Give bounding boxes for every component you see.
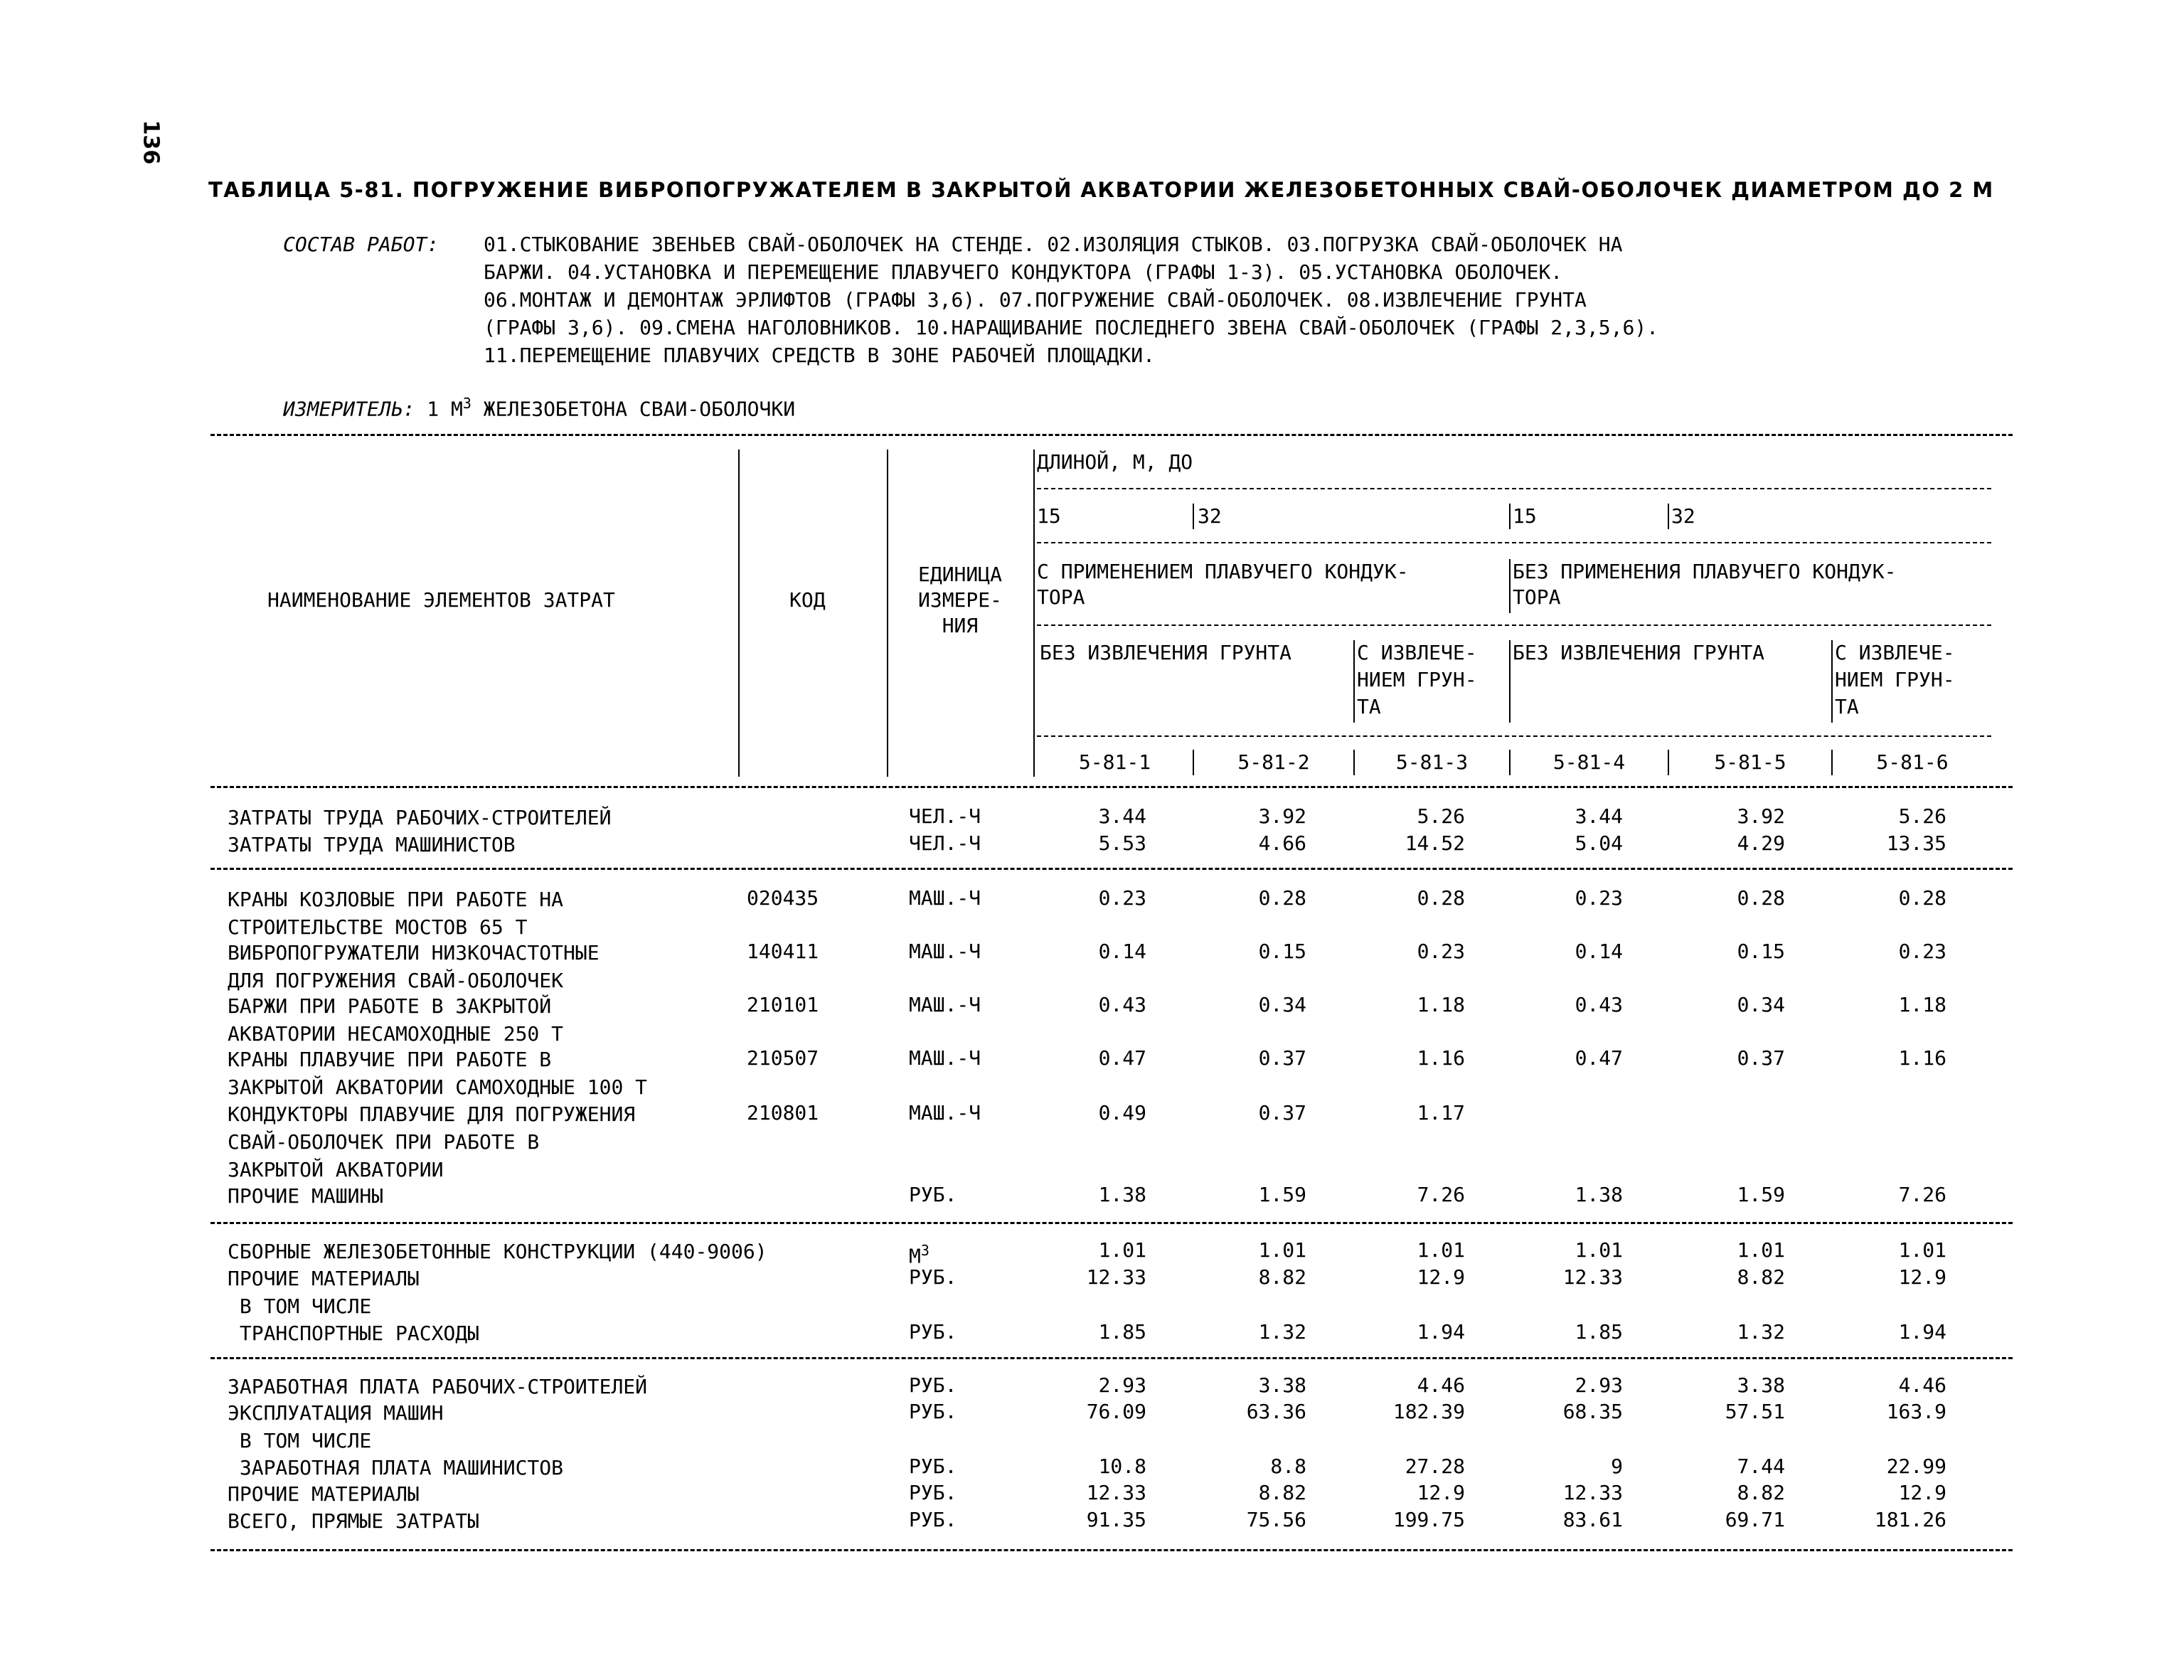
row-value: 9 xyxy=(1611,1455,1623,1478)
header-separator xyxy=(1353,640,1355,723)
row-value: 1.18 xyxy=(1417,993,1465,1016)
row-value: 0.37 xyxy=(1258,1046,1306,1070)
row-value: 1.59 xyxy=(1258,1183,1306,1206)
row-unit: РУБ. xyxy=(909,1508,957,1531)
column-code: 5-81-2 xyxy=(1237,750,1310,774)
row-value: 8.8 xyxy=(1270,1455,1306,1478)
row-value: 13.35 xyxy=(1886,831,1946,855)
header-separator xyxy=(1668,504,1669,529)
measure-power: 3 xyxy=(462,395,472,412)
header-separator xyxy=(1193,504,1194,529)
row-value: 2.93 xyxy=(1575,1373,1623,1397)
column-code: 5-81-5 xyxy=(1714,750,1786,774)
row-value: 1.38 xyxy=(1098,1183,1146,1206)
row-name-line: ВИБРОПОГРУЖАТЕЛИ НИЗКОЧАСТОТНЫЕ xyxy=(228,941,600,964)
row-value: 91.35 xyxy=(1086,1508,1146,1531)
row-value: 12.33 xyxy=(1562,1265,1623,1289)
row-code: 020435 xyxy=(747,886,819,910)
row-name-line: В ТОМ ЧИСЛЕ xyxy=(228,1429,372,1452)
measure-unit xyxy=(283,395,795,420)
row-value: 12.9 xyxy=(1898,1481,1946,1504)
row-value: 1.38 xyxy=(1575,1183,1623,1206)
row-unit: МАШ.-Ч xyxy=(909,1101,981,1125)
row-name-line: ТРАНСПОРТНЫЕ РАСХОДЫ xyxy=(228,1322,480,1345)
row-name xyxy=(228,1454,740,1482)
row-value: 4.46 xyxy=(1898,1373,1946,1397)
row-value: 163.9 xyxy=(1886,1400,1946,1423)
row-value: 22.99 xyxy=(1886,1455,1946,1478)
row-value: 0.43 xyxy=(1575,993,1623,1016)
row-unit: РУБ. xyxy=(909,1183,957,1206)
row-value: 1.16 xyxy=(1898,1046,1946,1070)
row-name xyxy=(228,1319,740,1347)
row-value: 4.66 xyxy=(1258,831,1306,855)
section-rule xyxy=(211,1222,2013,1224)
row-value: 0.23 xyxy=(1898,940,1946,963)
row-value: 1.59 xyxy=(1737,1183,1785,1206)
header-rule xyxy=(1037,488,1991,489)
row-value: 5.04 xyxy=(1575,831,1623,855)
row-name-line: КОНДУКТОРЫ ПЛАВУЧИЕ ДЛЯ ПОГРУЖЕНИЯ xyxy=(228,1102,636,1126)
row-name xyxy=(228,992,740,1048)
row-name xyxy=(228,886,740,941)
row-value: 68.35 xyxy=(1562,1400,1623,1423)
header-length-value: 32 xyxy=(1198,504,1222,528)
header-bottom-rule xyxy=(211,786,2013,788)
row-unit: МАШ.-Ч xyxy=(909,993,981,1016)
row-value: 83.61 xyxy=(1562,1508,1623,1531)
row-name-line: КРАНЫ ПЛАВУЧИЕ ПРИ РАБОТЕ В xyxy=(228,1048,552,1071)
row-name xyxy=(228,1046,740,1101)
composition-label: СОСТАВ РАБОТ: xyxy=(283,233,440,256)
header-separator xyxy=(738,450,740,777)
row-value: 57.51 xyxy=(1725,1400,1785,1423)
header-separator xyxy=(1509,559,1511,613)
composition-line: 06.МОНТАЖ И ДЕМОНТАЖ ЭРЛИФТОВ (ГРАФЫ 3,6). 07.ПОГРУЖЕНИЕ СВАЙ-ОБОЛОЧЕК. 08.ИЗВЛЕЧЕНИЕ ГРУНТА xyxy=(484,288,1587,312)
row-code: 210507 xyxy=(747,1046,819,1070)
row-value: 0.43 xyxy=(1098,993,1146,1016)
row-value: 8.82 xyxy=(1258,1265,1306,1289)
row-value: 1.17 xyxy=(1417,1101,1465,1125)
row-value: 0.34 xyxy=(1737,993,1785,1016)
row-value: 0.28 xyxy=(1258,886,1306,910)
header-rule xyxy=(1037,735,1991,737)
row-value: 14.52 xyxy=(1405,831,1465,855)
row-unit: МАШ.-Ч xyxy=(909,940,981,963)
row-value: 8.82 xyxy=(1737,1481,1785,1504)
header-length-value: 15 xyxy=(1513,504,1537,528)
row-value: 182.39 xyxy=(1392,1400,1465,1423)
row-value: 0.14 xyxy=(1098,940,1146,963)
row-value: 181.26 xyxy=(1874,1508,1946,1531)
row-value: 7.26 xyxy=(1898,1183,1946,1206)
header-without-float: ТОРА xyxy=(1513,585,1561,609)
header-with-float: С ПРИМЕНЕНИЕМ ПЛАВУЧЕГО КОНДУК- xyxy=(1037,560,1409,583)
row-name-line: КРАНЫ КОЗЛОВЫЕ ПРИ РАБОТЕ НА xyxy=(228,888,564,911)
section-rule xyxy=(211,1357,2013,1359)
row-value: 199.75 xyxy=(1392,1508,1465,1531)
header-with-extraction: С ИЗВЛЕЧЕ- xyxy=(1357,641,1477,664)
row-value: 8.82 xyxy=(1258,1481,1306,1504)
row-value: 1.16 xyxy=(1417,1046,1465,1070)
row-name-line: АКВАТОРИИ НЕСАМОХОДНЫЕ 250 Т xyxy=(228,1022,564,1046)
header-separator xyxy=(1831,640,1833,723)
header-no-extraction: БЕЗ ИЗВЛЕЧЕНИЯ ГРУНТА xyxy=(1513,641,1765,664)
row-value: 0.15 xyxy=(1737,940,1785,963)
row-code: 210101 xyxy=(747,993,819,1016)
row-value: 5.53 xyxy=(1098,831,1146,855)
table-bottom-rule xyxy=(211,1549,2013,1551)
row-value: 0.37 xyxy=(1258,1101,1306,1125)
row-value: 0.15 xyxy=(1258,940,1306,963)
row-code: 140411 xyxy=(747,940,819,963)
row-value: 0.23 xyxy=(1098,886,1146,910)
row-value: 4.46 xyxy=(1417,1373,1465,1397)
header-no-extraction: БЕЗ ИЗВЛЕЧЕНИЯ ГРУНТА xyxy=(1040,641,1292,664)
composition-line: (ГРАФЫ 3,6). 09.СМЕНА НАГОЛОВНИКОВ. 10.НАРАЩИВАНИЕ ПОСЛЕДНЕГО ЗВЕНА СВАЙ-ОБОЛОЧЕК (ГРАФЫ 2,3,5,6). xyxy=(484,316,1659,339)
header-unit: ИЗМЕРЕ- xyxy=(917,588,1002,612)
header-with-extraction: НИЕМ ГРУН- xyxy=(1835,668,1955,691)
row-value: 0.47 xyxy=(1098,1046,1146,1070)
header-separator xyxy=(1831,750,1833,775)
row-unit: РУБ. xyxy=(909,1455,957,1478)
header-separator xyxy=(1509,504,1511,529)
composition-line: 11.ПЕРЕМЕЩЕНИЕ ПЛАВУЧИХ СРЕДСТВ В ЗОНЕ РАБОЧЕЙ ПЛОЩАДКИ. xyxy=(484,344,1156,367)
row-name-line: ДЛЯ ПОГРУЖЕНИЯ СВАЙ-ОБОЛОЧЕК xyxy=(228,969,564,992)
row-name-line: ЗАКРЫТОЙ АКВАТОРИИ xyxy=(228,1158,444,1181)
column-code: 5-81-6 xyxy=(1876,750,1949,774)
column-code: 5-81-4 xyxy=(1552,750,1626,774)
row-value: 12.33 xyxy=(1086,1481,1146,1504)
row-value: 5.26 xyxy=(1898,804,1946,828)
row-name xyxy=(228,831,740,858)
row-value: 7.44 xyxy=(1737,1455,1785,1478)
row-value: 4.29 xyxy=(1737,831,1785,855)
row-value: 75.56 xyxy=(1246,1508,1306,1531)
row-unit: РУБ. xyxy=(909,1265,957,1289)
row-unit: ЧЕЛ.-Ч xyxy=(909,831,981,855)
header-length: ДЛИНОЙ, М, ДО xyxy=(1037,450,1193,474)
row-name xyxy=(228,1399,740,1455)
row-value: 1.01 xyxy=(1575,1238,1623,1262)
header-separator xyxy=(1509,640,1511,723)
row-value: 1.01 xyxy=(1417,1238,1465,1262)
row-value: 3.38 xyxy=(1737,1373,1785,1397)
row-name-line: В ТОМ ЧИСЛЕ xyxy=(228,1294,372,1318)
page-number: 136 xyxy=(138,119,164,165)
header-with-extraction: С ИЗВЛЕЧЕ- xyxy=(1835,641,1955,664)
row-value: 27.28 xyxy=(1405,1455,1465,1478)
row-value: 1.01 xyxy=(1898,1238,1946,1262)
header-separator xyxy=(1193,750,1194,775)
row-name-line: ЗАТРАТЫ ТРУДА МАШИНИСТОВ xyxy=(228,833,516,856)
row-name-line: ЭКСПЛУАТАЦИЯ МАШИН xyxy=(228,1401,444,1425)
row-unit-power: 3 xyxy=(920,1242,929,1259)
header-separator xyxy=(1033,450,1035,777)
row-value: 2.93 xyxy=(1098,1373,1146,1397)
header-separator xyxy=(1668,750,1669,775)
row-name-line: БАРЖИ ПРИ РАБОТЕ В ЗАКРЫТОЙ xyxy=(228,994,552,1018)
header-length-value: 15 xyxy=(1037,504,1061,528)
measure-suffix: ЖЕЛЕЗОБЕТОНА СВАИ-ОБОЛОЧКИ xyxy=(483,397,796,421)
row-name-line: СБОРНЫЕ ЖЕЛЕЗОБЕТОННЫЕ КОНСТРУКЦИИ (440-9006) xyxy=(228,1240,767,1263)
row-unit: РУБ. xyxy=(909,1320,957,1344)
header-unit: НИЯ xyxy=(942,614,979,637)
row-value: 1.94 xyxy=(1417,1320,1465,1344)
row-value: 0.14 xyxy=(1575,940,1623,963)
column-code: 5-81-1 xyxy=(1078,750,1151,774)
header-separator xyxy=(887,450,888,777)
row-value: 1.01 xyxy=(1098,1238,1146,1262)
header-code: КОД xyxy=(789,588,826,612)
row-value: 3.38 xyxy=(1258,1373,1306,1397)
row-value: 69.71 xyxy=(1725,1508,1785,1531)
header-unit: ЕДИНИЦА xyxy=(917,563,1002,586)
row-name xyxy=(228,1265,740,1320)
row-value: 12.33 xyxy=(1086,1265,1146,1289)
row-value: 1.94 xyxy=(1898,1320,1946,1344)
row-value: 12.9 xyxy=(1898,1265,1946,1289)
row-unit: РУБ. xyxy=(909,1373,957,1397)
row-value: 12.9 xyxy=(1417,1265,1465,1289)
row-value: 0.23 xyxy=(1575,886,1623,910)
row-name xyxy=(228,1100,740,1184)
row-name xyxy=(228,804,740,831)
column-code: 5-81-3 xyxy=(1395,750,1469,774)
row-value: 10.8 xyxy=(1098,1455,1146,1478)
row-unit: РУБ. xyxy=(909,1400,957,1423)
row-value: 1.32 xyxy=(1737,1320,1785,1344)
row-value: 1.01 xyxy=(1258,1238,1306,1262)
row-value: 12.9 xyxy=(1417,1481,1465,1504)
header-with-extraction: ТА xyxy=(1357,695,1381,718)
row-unit: МАШ.-Ч xyxy=(909,1046,981,1070)
row-name xyxy=(228,1238,767,1265)
header-with-extraction: НИЕМ ГРУН- xyxy=(1357,668,1477,691)
row-value: 63.36 xyxy=(1246,1400,1306,1423)
row-name xyxy=(228,1373,740,1400)
row-value: 0.28 xyxy=(1898,886,1946,910)
row-name xyxy=(228,939,740,994)
row-name-line: ЗАРАБОТНАЯ ПЛАТА РАБОЧИХ-СТРОИТЕЛЕЙ xyxy=(228,1375,648,1398)
row-name-line: ЗАКРЫТОЙ АКВАТОРИИ САМОХОДНЫЕ 100 Т xyxy=(228,1075,648,1099)
header-separator xyxy=(1353,750,1355,775)
row-name xyxy=(228,1182,740,1210)
measure-label: ИЗМЕРИТЕЛЬ: xyxy=(283,397,415,421)
row-value: 1.01 xyxy=(1737,1238,1785,1262)
row-value: 0.28 xyxy=(1417,886,1465,910)
row-name-line: ВСЕГО, ПРЯМЫЕ ЗАТРАТЫ xyxy=(228,1509,480,1533)
row-unit: ЧЕЛ.-Ч xyxy=(909,804,981,828)
row-unit: МАШ.-Ч xyxy=(909,886,981,910)
row-value: 3.92 xyxy=(1258,804,1306,828)
row-name-line: ЗАРАБОТНАЯ ПЛАТА МАШИНИСТОВ xyxy=(228,1456,564,1479)
row-name-line: ПРОЧИЕ МАТЕРИАЛЫ xyxy=(228,1267,420,1290)
row-unit: $М^3$ xyxy=(909,1242,929,1268)
header-rule xyxy=(1037,542,1991,543)
row-name xyxy=(228,1480,740,1508)
row-unit: РУБ. xyxy=(909,1481,957,1504)
table-top-rule xyxy=(211,434,2013,436)
row-value: 0.49 xyxy=(1098,1101,1146,1125)
measure-prefix: 1 М xyxy=(427,397,463,421)
row-value: 1.32 xyxy=(1258,1320,1306,1344)
row-name-line: ЗАТРАТЫ ТРУДА РАБОЧИХ-СТРОИТЕЛЕЙ xyxy=(228,806,612,829)
row-name-line: СВАЙ-ОБОЛОЧЕК ПРИ РАБОТЕ В xyxy=(228,1130,540,1154)
row-value: 0.23 xyxy=(1417,940,1465,963)
row-code: 210801 xyxy=(747,1101,819,1125)
row-name-line: ПРОЧИЕ МАШИНЫ xyxy=(228,1184,384,1208)
header-name: НАИМЕНОВАНИЕ ЭЛЕМЕНТОВ ЗАТРАТ xyxy=(267,588,615,612)
row-name-line: ПРОЧИЕ МАТЕРИАЛЫ xyxy=(228,1482,420,1506)
row-value: 1.85 xyxy=(1575,1320,1623,1344)
row-value: 5.26 xyxy=(1417,804,1465,828)
row-value: 76.09 xyxy=(1086,1400,1146,1423)
row-name xyxy=(228,1507,740,1535)
header-separator xyxy=(1509,750,1511,775)
header-without-float: БЕЗ ПРИМЕНЕНИЯ ПЛАВУЧЕГО КОНДУК- xyxy=(1513,560,1897,583)
section-rule xyxy=(211,868,2013,870)
row-value: 0.28 xyxy=(1737,886,1785,910)
row-value: 0.37 xyxy=(1737,1046,1785,1070)
row-value: 8.82 xyxy=(1737,1265,1785,1289)
header-length-value: 32 xyxy=(1671,504,1695,528)
row-value: 12.33 xyxy=(1562,1481,1623,1504)
composition-line: 01.СТЫКОВАНИЕ ЗВЕНЬЕВ СВАЙ-ОБОЛОЧЕК НА СТЕНДЕ. 02.ИЗОЛЯЦИЯ СТЫКОВ. 03.ПОГРУЗКА СВАЙ-ОБОЛОЧЕК НА xyxy=(484,233,1623,256)
composition-line: БАРЖИ. 04.УСТАНОВКА И ПЕРЕМЕЩЕНИЕ ПЛАВУЧЕГО КОНДУКТОРА (ГРАФЫ 1-3). 05.УСТАНОВКА ОБОЛОЧЕК. xyxy=(484,260,1563,284)
row-value: 3.92 xyxy=(1737,804,1785,828)
row-value: 1.85 xyxy=(1098,1320,1146,1344)
row-name-line: СТРОИТЕЛЬСТВЕ МОСТОВ 65 Т xyxy=(228,915,528,939)
row-value: 0.34 xyxy=(1258,993,1306,1016)
header-with-float: ТОРА xyxy=(1037,585,1085,609)
row-value: 7.26 xyxy=(1417,1183,1465,1206)
header-rule xyxy=(1037,624,1991,626)
row-value: 0.47 xyxy=(1575,1046,1623,1070)
header-with-extraction: ТА xyxy=(1835,695,1859,718)
row-value: 1.18 xyxy=(1898,993,1946,1016)
row-value: 3.44 xyxy=(1575,804,1623,828)
row-value: 3.44 xyxy=(1098,804,1146,828)
table-title: ТАБЛИЦА 5-81. ПОГРУЖЕНИЕ ВИБРОПОГРУЖАТЕЛЕМ В ЗАКРЫТОЙ АКВАТОРИИ ЖЕЛЕЗОБЕТОННЫХ СВАЙ-ОБОЛОЧЕК ДИАМЕТРОМ ДО 2 М xyxy=(208,178,1994,202)
